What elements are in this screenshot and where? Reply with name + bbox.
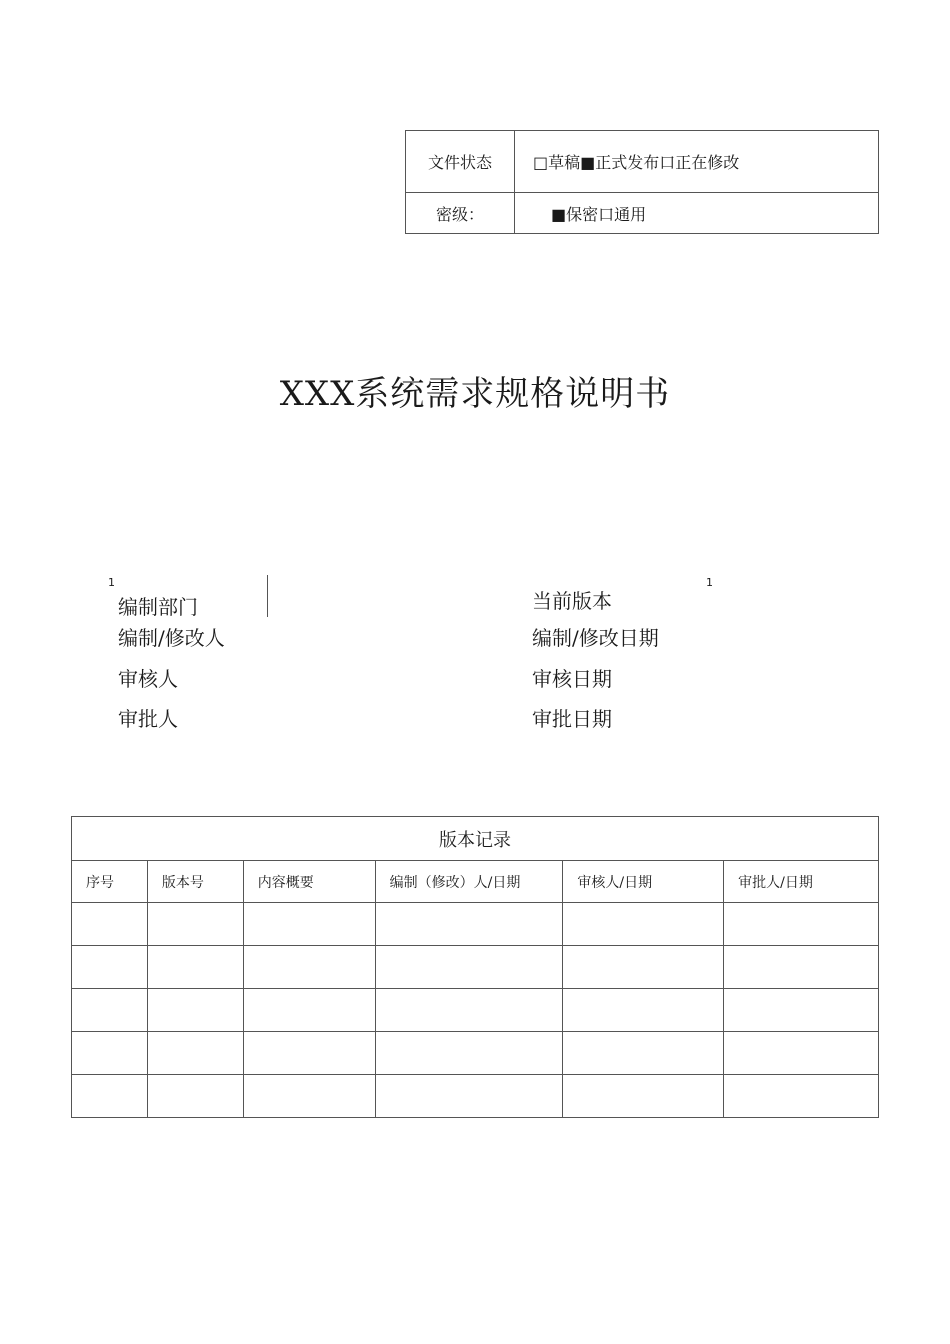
table-cell <box>147 903 243 946</box>
document-status-table <box>405 130 879 234</box>
table-cell <box>72 903 148 946</box>
table-cell <box>243 989 375 1032</box>
header-approver-date: 审批人/日期 <box>724 861 879 903</box>
table-cell <box>72 1032 148 1075</box>
meta-label-approval-date: 审批日期 <box>532 707 612 731</box>
header-summary: 内容概要 <box>243 861 375 903</box>
table-row <box>72 1032 879 1075</box>
file-status-label: 文件状态 <box>406 131 515 193</box>
table-cell <box>724 946 879 989</box>
table-cell <box>563 1032 724 1075</box>
table-cell <box>375 1075 563 1118</box>
table-cell <box>375 946 563 989</box>
secrecy-value: ■保密口通用 <box>515 193 879 234</box>
table-cell <box>724 1075 879 1118</box>
field-divider <box>267 575 268 617</box>
table-cell <box>724 1032 879 1075</box>
table-cell <box>147 1032 243 1075</box>
meta-label-department: 编制部门 <box>118 595 198 619</box>
table-cell <box>147 1075 243 1118</box>
table-cell <box>147 946 243 989</box>
table-cell <box>243 946 375 989</box>
table-cell <box>724 903 879 946</box>
table-cell <box>724 989 879 1032</box>
table-cell <box>243 903 375 946</box>
table-cell <box>72 989 148 1032</box>
meta-label-editor: 编制/修改人 <box>118 626 225 650</box>
version-table-caption: 版本记录 <box>72 817 879 861</box>
table-cell <box>563 903 724 946</box>
footnote-mark-right: 1 <box>706 576 713 589</box>
table-row <box>72 1075 879 1118</box>
table-cell <box>563 989 724 1032</box>
header-index: 序号 <box>72 861 148 903</box>
table-row <box>72 903 879 946</box>
table-row <box>72 989 879 1032</box>
table-header-row <box>72 861 879 903</box>
table-cell <box>72 946 148 989</box>
table-cell <box>563 1075 724 1118</box>
footnote-mark-left: 1 <box>108 576 115 589</box>
meta-label-current-version: 当前版本 <box>532 589 612 613</box>
table-cell <box>375 903 563 946</box>
table-cell <box>563 946 724 989</box>
table-row <box>72 946 879 989</box>
header-version: 版本号 <box>147 861 243 903</box>
table-cell <box>147 989 243 1032</box>
meta-label-review-date: 审核日期 <box>532 667 612 691</box>
header-reviewer-date: 审核人/日期 <box>563 861 724 903</box>
table-cell <box>72 1075 148 1118</box>
header-editor-date: 编制（修改）人/日期 <box>375 861 563 903</box>
version-record-table <box>71 816 879 1118</box>
table-cell <box>243 1032 375 1075</box>
file-status-value: □草稿■正式发布口正在修改 <box>515 131 879 193</box>
meta-label-approver: 审批人 <box>118 707 178 731</box>
meta-label-edit-date: 编制/修改日期 <box>532 626 659 650</box>
table-cell <box>375 1032 563 1075</box>
secrecy-label: 密级： <box>406 193 515 234</box>
meta-label-reviewer: 审核人 <box>118 667 178 691</box>
document-title: XXX系统需求规格说明书 <box>279 374 671 414</box>
table-cell <box>375 989 563 1032</box>
table-cell <box>243 1075 375 1118</box>
